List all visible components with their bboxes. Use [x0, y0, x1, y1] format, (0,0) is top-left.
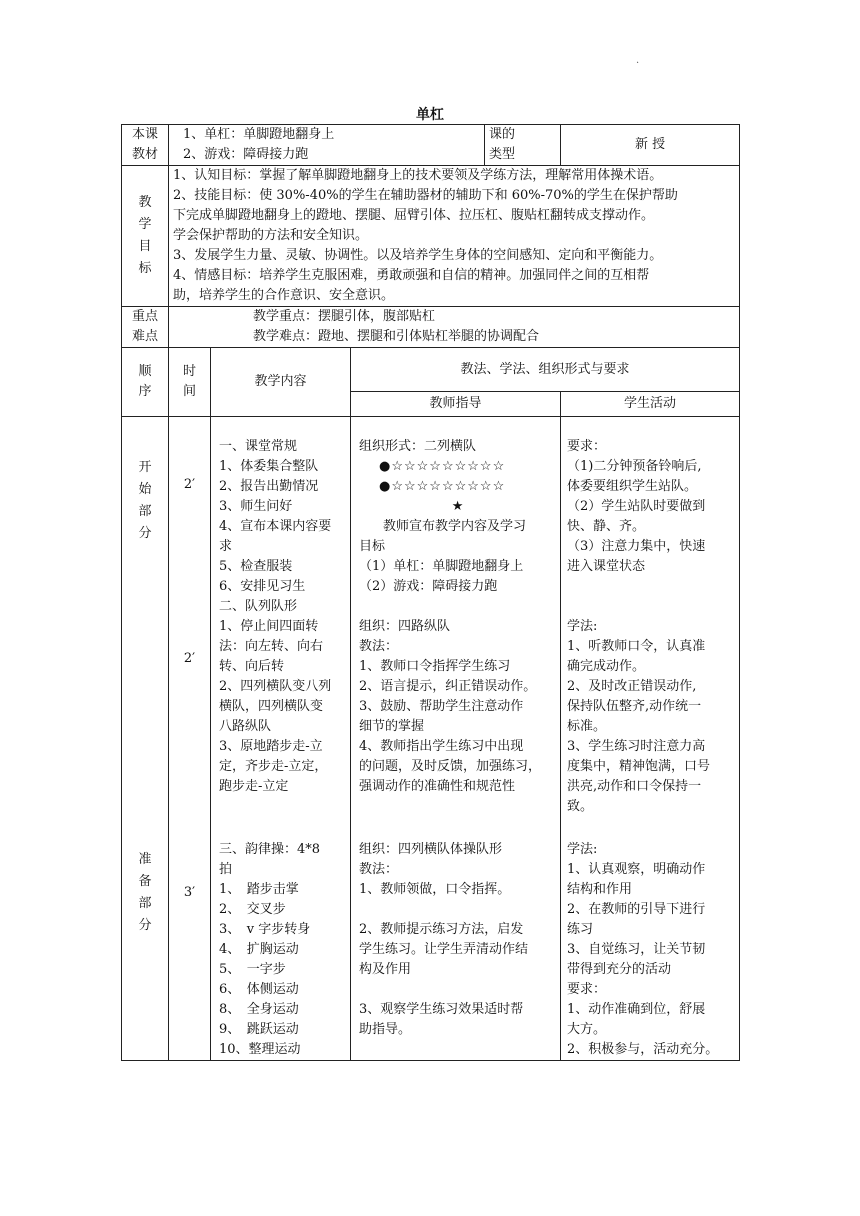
section-labels: 开 始 部 分 准 备 部 分 [122, 417, 169, 1061]
material-row [122, 125, 740, 166]
page-dot: · [636, 58, 640, 69]
col-student-header: 学生活动 [561, 392, 740, 417]
body-row [122, 417, 740, 1061]
key-points-text: 教学重点：摆腿引体，腹部贴杠 教学难点：蹬地、摆腿和引体贴杠举腿的协调配合 [169, 307, 740, 348]
type-label: 课的 类型 [485, 125, 561, 166]
col-teacher-header: 教师指导 [351, 392, 561, 417]
column-header-row [122, 348, 740, 392]
teacher-star-icon: ★ [451, 499, 464, 514]
type-value: 新 授 [561, 125, 740, 166]
formation-row-1: ●☆☆☆☆☆☆☆☆☆ [379, 459, 506, 474]
lesson-plan-table [121, 124, 740, 1061]
key-points-label: 重点 难点 [122, 307, 169, 348]
goals-row [122, 166, 740, 307]
col-time-header: 时 间 [169, 348, 211, 417]
material-items: 1、单杠：单脚蹬地翻身上 2、游戏：障碍接力跑 [169, 125, 485, 166]
col-content-header: 教学内容 [211, 348, 351, 417]
student-column: 要求： （1)二分钟预备铃响后, 体委要组织学生站队。 （2）学生站队时要做到 快、静、齐。 （3）注意力集中，快速 进入课堂状态 学法: 1、听教师口令，认真准 确完成动作。 2、及时改正错误动作, 保持队伍整齐,动作统一 标准。 3、学生练习时注意力高 度集中，精神饱满，口号 洪亮,动作和口令保持一 致。 学法: 1、认真观察，明确动作 结构和作用 2、在教师的引导下进行 练习 3、自觉练习，让关节韧 带得到充分的活动 要求： 1、动作准确到位，舒展 大方。 2、积极参与，活动充分。 [561, 417, 740, 1061]
key-points-row [122, 307, 740, 348]
page-title: 单杠 [416, 107, 444, 123]
formation-row-2: ●☆☆☆☆☆☆☆☆☆ [379, 479, 506, 494]
material-label: 本课 教材 [122, 125, 169, 166]
col-methods-header: 教法、学法、组织形式与要求 [351, 348, 740, 392]
goals-label: 教 学 目 标 [122, 166, 169, 307]
content-column: 一、课堂常规 1、体委集合整队 2、报告出勤情况 3、师生问好 4、宣布本课内容要 求 5、检查服装 6、安排见习生 二、队列队形 1、停止间四面转 法：向左转、向右 转、向后转 2、四列横队变八列 横队，四列横队变 八路纵队 3、原地踏步走-立 定，齐步走-立定， 跑步走-立定 三、韵律操：4*8 拍 1、 踏步击掌 2、 交叉步 3、 v 字步转身 4、 扩胸运动 5、 一字步 6、 体侧运动 8、 全身运动 9、 跳跃运动 10、整理运动 [211, 417, 351, 1061]
col-order-header: 顺 序 [122, 348, 169, 417]
teacher-column: 组织形式：二列横队 ●☆☆☆☆☆☆☆☆☆ ●☆☆☆☆☆☆☆☆☆ ★ 教师宣布教学内容及学习 目标 （1）单杠：单脚蹬地翻身上 （2）游戏：障碍接力跑 组织：四路纵队 教法： 1、教师口令指挥学生练习 2、语言提示，纠正错误动作。 3、鼓励、帮助学生注意动作 细节的掌握 4、教师指出学生练习中出现 的问题，及时反馈，加强练习， 强调动作的准确性和规范性 组织：四列横队体操队形 教法： 1、教师领做，口令指挥。 2、教师提示练习方法，启发 学生练习。让学生弄清动作结 构及作用 3、观察学生练习效果适时帮 助指导。 [351, 417, 561, 1061]
goals-text: 1、认知目标：掌握了解单脚蹬地翻身上的技术要领及学练方法，理解常用体操术语。 2、技能目标：使 30%-40%的学生在辅助器材的辅助下和 60%-70%的学生在保护帮助 下完成单脚蹬地翻身上的蹬地、摆腿、屈臂引体、拉压杠、腹贴杠翻转成支撑动作。 学会保护帮助的方法和安全知识。 3、发展学生力量、灵敏、协调性。以及培养学生身体的空间感知、定向和平衡能力。 4、情感目标：培养学生克服困难，勇敢顽强和自信的精神。加强同伴之间的互相帮 助，培养学生的合作意识、安全意识。 [169, 166, 740, 307]
section-times: 2′ 2′ 3′ [169, 417, 211, 1061]
